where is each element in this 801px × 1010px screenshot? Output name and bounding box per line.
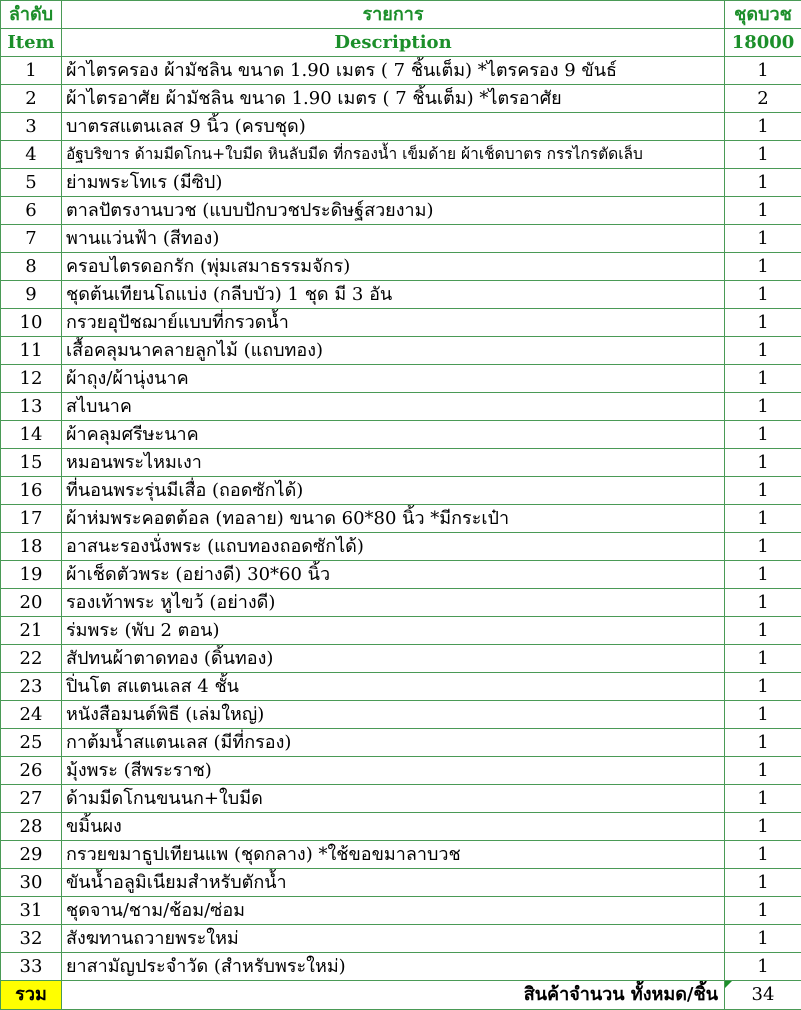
item-quantity-cell[interactable]: 1 [725,617,801,645]
header-row-thai [1,1,801,29]
item-description-cell[interactable]: หมอนพระไหมเงา [62,449,725,477]
item-description-cell[interactable]: ย่ามพระโทเร (มีซิป) [62,169,725,197]
item-quantity-cell[interactable]: 1 [725,813,801,841]
item-description-cell[interactable]: ร่มพระ (พับ 2 ตอน) [62,617,725,645]
table-row [1,113,801,141]
item-number-cell[interactable]: 15 [1,449,62,477]
item-number-cell[interactable]: 16 [1,477,62,505]
item-quantity-cell[interactable]: 1 [725,925,801,953]
item-number-cell[interactable]: 26 [1,757,62,785]
item-number-cell[interactable]: 10 [1,309,62,337]
item-quantity-cell[interactable]: 1 [725,225,801,253]
total-description-cell[interactable]: สินค้าจำนวน ทั้งหมด/ชิ้น [62,981,725,1010]
item-number-cell[interactable]: 12 [1,365,62,393]
table-row [1,813,801,841]
header-package-price[interactable]: 18000 [725,29,801,57]
table-row [1,561,801,589]
item-description-cell[interactable]: มุ้งพระ (สีพระราช) [62,757,725,785]
item-quantity-cell[interactable]: 1 [725,561,801,589]
header-item-en[interactable]: Item [1,29,62,57]
item-quantity-cell[interactable]: 1 [725,841,801,869]
item-number-cell[interactable]: 27 [1,785,62,813]
item-number-cell[interactable]: 8 [1,253,62,281]
item-number-cell[interactable]: 1 [1,57,62,85]
table-row [1,477,801,505]
item-description-cell[interactable]: ครอบไตรดอกรัก (พุ่มเสมาธรรมจักร) [62,253,725,281]
item-quantity-cell[interactable]: 1 [725,645,801,673]
table-row [1,785,801,813]
total-row [1,981,801,1010]
item-description-cell[interactable]: อาสนะรองนั่งพระ (แถบทองถอดซักได้) [62,533,725,561]
table-row [1,449,801,477]
item-quantity-cell[interactable]: 1 [725,393,801,421]
item-quantity-cell[interactable]: 1 [725,309,801,337]
item-number-cell[interactable]: 3 [1,113,62,141]
item-number-cell[interactable]: 28 [1,813,62,841]
item-description-cell[interactable]: กรวยขมาธูปเทียนแพ (ชุดกลาง) *ใช้ขอขมาลาบวช [62,841,725,869]
item-quantity-cell[interactable]: 1 [725,141,801,169]
header-item-th[interactable]: ลำดับ [1,1,62,29]
table-row [1,253,801,281]
item-quantity-cell[interactable]: 1 [725,169,801,197]
item-description-cell[interactable]: ผ้าคลุมศรีษะนาค [62,421,725,449]
table-row [1,141,801,169]
item-quantity-cell[interactable]: 1 [725,785,801,813]
item-description-cell[interactable]: รองเท้าพระ หูไขว้ (อย่างดี) [62,589,725,617]
item-number-cell[interactable]: 9 [1,281,62,309]
item-quantity-cell[interactable]: 1 [725,253,801,281]
table-row [1,925,801,953]
total-quantity-value: 34 [752,984,775,1005]
table-row [1,645,801,673]
item-number-cell[interactable]: 6 [1,197,62,225]
table-row [1,225,801,253]
item-quantity-cell[interactable]: 1 [725,57,801,85]
item-description-cell[interactable]: ผ้าถุง/ผ้านุ่งนาค [62,365,725,393]
item-number-cell[interactable]: 22 [1,645,62,673]
item-quantity-cell[interactable]: 1 [725,113,801,141]
table-row [1,365,801,393]
item-number-cell[interactable]: 24 [1,701,62,729]
item-description-cell[interactable]: ด้ามมีดโกนขนนก+ใบมีด [62,785,725,813]
item-description-cell[interactable]: หนังสือมนต์พิธี (เล่มใหญ่) [62,701,725,729]
item-description-cell[interactable]: ผ้าไตรอาศัย ผ้ามัชลิน ขนาด 1.90 เมตร ( 7 ชิ้นเต็ม) *ไตรอาศัย [62,85,725,113]
item-number-cell[interactable]: 23 [1,673,62,701]
item-number-cell[interactable]: 31 [1,897,62,925]
table-row [1,337,801,365]
table-row [1,309,801,337]
item-quantity-cell[interactable]: 1 [725,897,801,925]
item-quantity-cell[interactable]: 1 [725,197,801,225]
table-row [1,841,801,869]
item-description-cell[interactable]: พานแว่นฟ้า (สีทอง) [62,225,725,253]
item-number-cell[interactable]: 33 [1,953,62,981]
item-description-cell[interactable]: ผ้าไตรครอง ผ้ามัชลิน ขนาด 1.90 เมตร ( 7 ชิ้นเต็ม) *ไตรครอง 9 ขันธ์ [62,57,725,85]
item-description-cell[interactable]: ชุดต้นเทียนโถแบ่ง (กลีบบัว) 1 ชุด มี 3 อัน [62,281,725,309]
item-description-cell[interactable]: บาตรสแตนเลส 9 นิ้ว (ครบชุด) [62,113,725,141]
item-number-cell[interactable]: 20 [1,589,62,617]
table-row [1,393,801,421]
item-number-cell[interactable]: 18 [1,533,62,561]
table-row [1,589,801,617]
item-description-cell[interactable]: สัปทนผ้าตาดทอง (ดิ้นทอง) [62,645,725,673]
item-number-cell[interactable]: 5 [1,169,62,197]
item-description-cell[interactable]: ปิ่นโต สแตนเลส 4 ชั้น [62,673,725,701]
table-row [1,85,801,113]
item-quantity-cell[interactable]: 1 [725,869,801,897]
header-description-th[interactable]: รายการ [62,1,725,29]
item-description-cell[interactable]: อัฐบริขาร ด้ามมีดโกน+ใบมีด หินลับมีด ที่กรองน้ำ เข็มด้าย ผ้าเช็ดบาตร กรรไกรตัดเล็บ [62,141,725,169]
item-quantity-cell[interactable]: 1 [725,673,801,701]
total-quantity-cell[interactable] [725,981,801,1010]
item-number-cell[interactable]: 32 [1,925,62,953]
table-row [1,617,801,645]
item-description-cell[interactable]: ผ้าเช็ดตัวพระ (อย่างดี) 30*60 นิ้ว [62,561,725,589]
item-number-cell[interactable]: 2 [1,85,62,113]
item-description-cell[interactable]: เสื้อคลุมนาคลายลูกไม้ (แถบทอง) [62,337,725,365]
item-quantity-cell[interactable]: 1 [725,365,801,393]
item-quantity-cell[interactable]: 1 [725,281,801,309]
item-description-cell[interactable]: ผ้าห่มพระคอตต้อล (ทอลาย) ขนาด 60*80 นิ้ว *มีกระเป๋า [62,505,725,533]
item-quantity-cell[interactable]: 1 [725,953,801,981]
item-description-cell[interactable]: ขมิ้นผง [62,813,725,841]
table-row [1,505,801,533]
table-row [1,897,801,925]
item-quantity-cell[interactable]: 1 [725,589,801,617]
table-row [1,533,801,561]
item-description-cell[interactable]: ชุดจาน/ชาม/ช้อม/ซ่อม [62,897,725,925]
item-quantity-cell[interactable]: 1 [725,477,801,505]
table-row [1,757,801,785]
cell-indicator-icon [725,981,732,988]
item-quantity-cell[interactable]: 1 [725,757,801,785]
table-row [1,869,801,897]
item-description-cell[interactable]: กรวยอุปัชฌาย์แบบที่กรวดน้ำ [62,309,725,337]
table-row [1,57,801,85]
item-number-cell[interactable]: 7 [1,225,62,253]
item-quantity-cell[interactable]: 1 [725,729,801,757]
item-number-cell[interactable]: 25 [1,729,62,757]
item-description-cell[interactable]: ที่นอนพระรุ่นมีเสื่อ (ถอดซักได้) [62,477,725,505]
item-quantity-cell[interactable]: 1 [725,337,801,365]
table-row [1,729,801,757]
table-row [1,421,801,449]
table-row [1,169,801,197]
item-number-cell[interactable]: 14 [1,421,62,449]
item-number-cell[interactable]: 17 [1,505,62,533]
item-quantity-cell[interactable]: 1 [725,533,801,561]
item-quantity-cell[interactable]: 1 [725,701,801,729]
item-description-cell[interactable]: กาต้มน้ำสแตนเลส (มีที่กรอง) [62,729,725,757]
item-description-cell[interactable]: ยาสามัญประจำวัด (สำหรับพระใหม่) [62,953,725,981]
item-description-cell[interactable]: สังฆทานถวายพระใหม่ [62,925,725,953]
item-quantity-cell[interactable]: 2 [725,85,801,113]
header-description-en[interactable]: Description [62,29,725,57]
item-number-cell[interactable]: 11 [1,337,62,365]
item-number-cell[interactable]: 29 [1,841,62,869]
table-row [1,953,801,981]
header-package-th[interactable]: ชุดบวช [725,1,801,29]
item-description-cell[interactable]: ขันน้ำอลูมิเนียมสำหรับตักน้ำ [62,869,725,897]
total-label-cell[interactable]: รวม [1,981,62,1010]
item-quantity-cell[interactable]: 1 [725,421,801,449]
item-number-cell[interactable]: 21 [1,617,62,645]
item-number-cell[interactable]: 30 [1,869,62,897]
table-row [1,701,801,729]
item-number-cell[interactable]: 19 [1,561,62,589]
item-quantity-cell[interactable]: 1 [725,505,801,533]
item-description-cell[interactable]: ตาลปัตรงานบวช (แบบปักบวชประดิษฐ์สวยงาม) [62,197,725,225]
table-row [1,673,801,701]
item-quantity-cell[interactable]: 1 [725,449,801,477]
table-row [1,281,801,309]
item-description-cell[interactable]: สไบนาค [62,393,725,421]
header-row-english [1,29,801,57]
item-number-cell[interactable]: 4 [1,141,62,169]
item-number-cell[interactable]: 13 [1,393,62,421]
table-row [1,197,801,225]
